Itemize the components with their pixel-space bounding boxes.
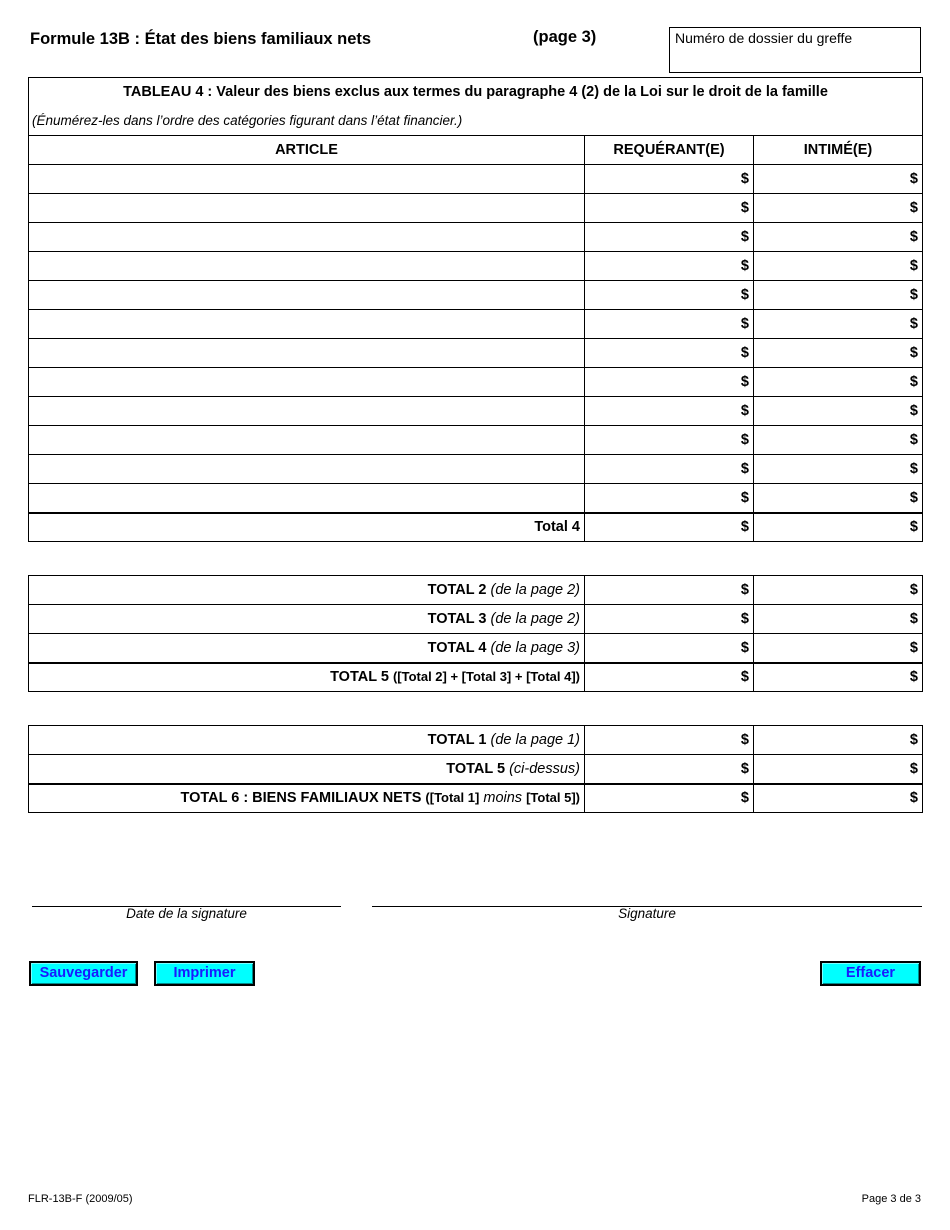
total5-carry-label: TOTAL 5 (ci-dessus) [29,755,585,784]
respondent-amount-field[interactable]: $ [754,223,923,252]
applicant-amount-field[interactable]: $ [585,397,754,426]
total4-carry-applicant-field[interactable]: $ [585,634,754,663]
table-row [29,194,923,223]
table-total6 [28,725,923,813]
column-header-respondent: INTIMÉ(E) [754,136,923,165]
article-field[interactable] [29,310,585,339]
total5-carry-respondent-field[interactable]: $ [754,755,923,784]
total4-applicant-field[interactable]: $ [585,513,754,542]
table-row [29,397,923,426]
applicant-amount-field[interactable]: $ [585,310,754,339]
court-file-number-label: Numéro de dossier du greffe [675,30,853,46]
total3-row [29,605,923,634]
table4-title: TABLEAU 4 : Valeur des biens exclus aux termes du paragraphe 4 (2) de la Loi sur le droit de la famille [29,78,923,107]
applicant-amount-field[interactable]: $ [585,252,754,281]
respondent-amount-field[interactable]: $ [754,252,923,281]
signature-caption: Signature [618,906,676,921]
column-header-applicant: REQUÉRANT(E) [585,136,754,165]
article-field[interactable] [29,484,585,513]
respondent-amount-field[interactable]: $ [754,165,923,194]
total3-label: TOTAL 3 (de la page 2) [29,605,585,634]
article-field[interactable] [29,339,585,368]
table4-instruction: (Énumérez-les dans l’ordre des catégories figurant dans l’état financier.) [29,107,923,136]
table-row [29,339,923,368]
form-title: Formule 13B : État des biens familiaux nets [30,30,372,48]
table-row [29,223,923,252]
respondent-amount-field[interactable]: $ [754,455,923,484]
total1-label: TOTAL 1 (de la page 1) [29,726,585,755]
column-header-article: ARTICLE [29,136,585,165]
applicant-amount-field[interactable]: $ [585,165,754,194]
total5-applicant-field[interactable]: $ [585,663,754,692]
respondent-amount-field[interactable]: $ [754,339,923,368]
total5-label: TOTAL 5 ([Total 2] + [Total 3] + [Total 4]) [29,663,585,692]
table-row [29,368,923,397]
table-row [29,165,923,194]
article-field[interactable] [29,397,585,426]
save-button[interactable]: Sauvegarder [29,961,138,986]
article-field[interactable] [29,194,585,223]
court-file-number-field[interactable] [669,27,921,73]
article-field[interactable] [29,281,585,310]
table4-excluded-property [28,77,923,542]
total5-respondent-field[interactable]: $ [754,663,923,692]
table-row [29,310,923,339]
total2-applicant-field[interactable]: $ [585,576,754,605]
total6-label: TOTAL 6 : BIENS FAMILIAUX NETS ([Total 1] moins [Total 5]) [29,784,585,813]
total6-applicant-field[interactable]: $ [585,784,754,813]
respondent-amount-field[interactable]: $ [754,426,923,455]
applicant-amount-field[interactable]: $ [585,455,754,484]
article-field[interactable] [29,223,585,252]
total5-row [29,663,923,692]
table-row [29,252,923,281]
total3-respondent-field[interactable]: $ [754,605,923,634]
clear-button[interactable]: Effacer [820,961,921,986]
article-field[interactable] [29,252,585,281]
table-row [29,281,923,310]
article-field[interactable] [29,165,585,194]
signature-date-caption: Date de la signature [126,906,247,921]
form-code: FLR-13B-F (2009/05) [28,1193,133,1205]
total1-respondent-field[interactable]: $ [754,726,923,755]
respondent-amount-field[interactable]: $ [754,484,923,513]
article-field[interactable] [29,455,585,484]
total2-respondent-field[interactable]: $ [754,576,923,605]
page-number-label: (page 3) [533,28,597,46]
total5-carry-applicant-field[interactable]: $ [585,755,754,784]
applicant-amount-field[interactable]: $ [585,194,754,223]
applicant-amount-field[interactable]: $ [585,484,754,513]
total6-respondent-field[interactable]: $ [754,784,923,813]
respondent-amount-field[interactable]: $ [754,194,923,223]
total4-respondent-field[interactable]: $ [754,513,923,542]
table-row [29,484,923,513]
total5-carry-row [29,755,923,784]
total2-row [29,576,923,605]
total6-row [29,784,923,813]
print-button[interactable]: Imprimer [154,961,255,986]
article-field[interactable] [29,426,585,455]
respondent-amount-field[interactable]: $ [754,281,923,310]
total3-applicant-field[interactable]: $ [585,605,754,634]
table-row [29,426,923,455]
total1-applicant-field[interactable]: $ [585,726,754,755]
applicant-amount-field[interactable]: $ [585,339,754,368]
total4-label: Total 4 [29,513,585,542]
table-total5 [28,575,923,692]
respondent-amount-field[interactable]: $ [754,310,923,339]
total2-label: TOTAL 2 (de la page 2) [29,576,585,605]
article-field[interactable] [29,368,585,397]
total1-row [29,726,923,755]
total4-carry-respondent-field[interactable]: $ [754,634,923,663]
table-row [29,455,923,484]
total4-row [29,513,923,542]
applicant-amount-field[interactable]: $ [585,368,754,397]
applicant-amount-field[interactable]: $ [585,223,754,252]
applicant-amount-field[interactable]: $ [585,281,754,310]
total4-carry-label: TOTAL 4 (de la page 3) [29,634,585,663]
applicant-amount-field[interactable]: $ [585,426,754,455]
respondent-amount-field[interactable]: $ [754,397,923,426]
total4-carry-row [29,634,923,663]
page-of-label: Page 3 de 3 [861,1193,921,1205]
respondent-amount-field[interactable]: $ [754,368,923,397]
